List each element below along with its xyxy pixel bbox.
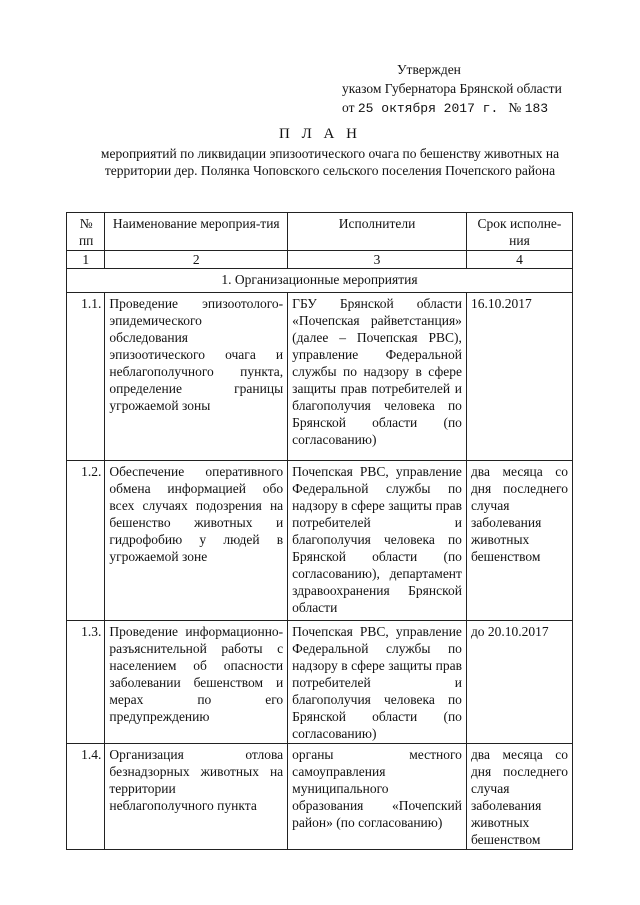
- row-name: Организация отлова безнадзорных животных на территории неблагополучного пункта: [105, 744, 288, 850]
- row-deadline: два месяца со дня последнего случая заболевания животных бешенством: [466, 461, 572, 621]
- table-row: [67, 461, 573, 621]
- table-header-row: [67, 213, 573, 251]
- row-executors: Почепская РВС, управление Федеральной службы по надзору в сфере защиты прав потребителей и благополучия человека по Брянской области (по согласованию), департамент здравоохранения Брянской области: [288, 461, 467, 621]
- header-deadline: Срок исполне-ния: [466, 213, 572, 251]
- header-executors: Исполнители: [288, 213, 467, 251]
- column-number: 1: [67, 251, 105, 269]
- approved-label: Утвержден: [397, 62, 461, 77]
- table-row: [67, 621, 573, 744]
- row-deadline: 16.10.2017: [466, 293, 572, 461]
- plan-title: П Л А Н: [279, 126, 361, 142]
- column-number: 2: [105, 251, 288, 269]
- row-executors: ГБУ Брянской области «Почепская райветстанция» (далее – Почепская РВС), управление Федеральной службы по надзору в сфере защиты прав потребителей и благополучия человека по Брянской области (по согласованию): [288, 293, 467, 461]
- row-deadline: два месяца со дня последнего случая заболевания животных бешенством: [466, 744, 572, 850]
- decree-number: 183: [524, 101, 549, 116]
- table-row: [67, 293, 573, 461]
- section-title: 1. Организационные мероприятия: [67, 269, 573, 293]
- row-name: Обеспечение оперативного обмена информацией обо всех случаях подозрения на бешенство животных и гидрофобию у людей в угрожаемой зоне: [105, 461, 288, 621]
- row-executors: Почепская РВС, управление Федеральной службы по надзору в сфере защиты прав потребителей и благополучия человека по Брянской области (по согласованию): [288, 621, 467, 744]
- date-line: [342, 98, 548, 118]
- plan-table: [66, 212, 573, 850]
- row-num: 1.1.: [67, 293, 105, 461]
- plan-subtitle: мероприятий по ликвидации эпизоотического очага по бешенству животных на территории дер. Полянка Чоповского сельского поселения Почепского района: [100, 146, 560, 178]
- row-num: 1.3.: [67, 621, 105, 744]
- from-prefix: от: [342, 100, 355, 115]
- column-number: 3: [288, 251, 467, 269]
- row-deadline: до 20.10.2017: [466, 621, 572, 744]
- row-name: Проведение информационно-разъяснительной работы с населением об опасности заболевании бешенством и мерах по его предупреждению: [105, 621, 288, 744]
- section-row: [67, 269, 573, 293]
- table-row: [67, 744, 573, 850]
- row-num: 1.2.: [67, 461, 105, 621]
- column-number: 4: [466, 251, 572, 269]
- decree-line: указом Губернатора Брянской области: [342, 81, 562, 96]
- row-executors: органы местного самоуправления муниципального образования «Почепский район» (по согласованию): [288, 744, 467, 850]
- row-num: 1.4.: [67, 744, 105, 850]
- row-name: Проведение эпизоотолого-эпидемического обследования эпизоотического очага и неблагополучного пункта, определение границы угрожаемой зоны: [105, 293, 288, 461]
- header-name: Наименование мероприя-тия: [105, 213, 288, 251]
- column-number-row: [67, 251, 573, 269]
- header-num: № пп: [67, 213, 105, 251]
- number-sign: №: [508, 100, 522, 115]
- decree-date: 25 октября 2017 г.: [357, 101, 499, 116]
